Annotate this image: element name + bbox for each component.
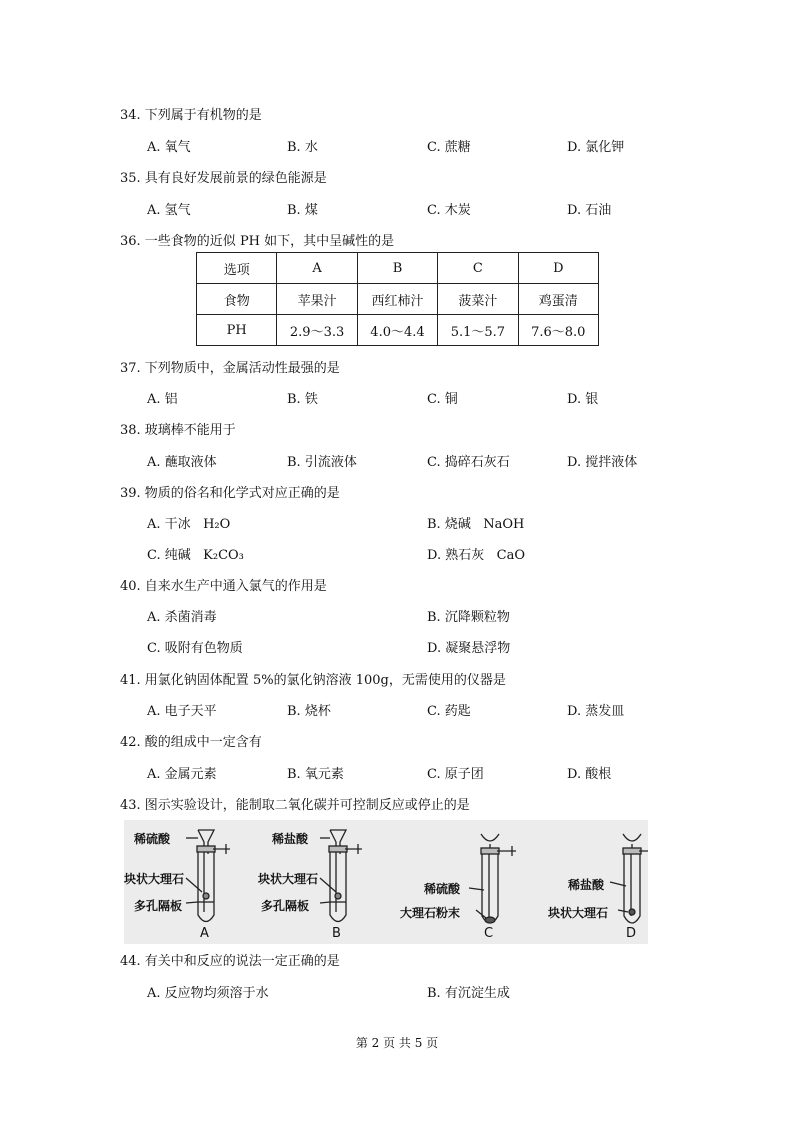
q44-option-b: B. 有沉淀生成 xyxy=(427,986,510,1001)
question-34-stem: 34. 下列属于有机物的是 xyxy=(120,108,262,123)
table-cell: B xyxy=(357,253,437,284)
figure-b-top-label: 稀盐酸 xyxy=(272,832,309,846)
q40-option-b: B. 沉降颗粒物 xyxy=(427,610,510,625)
q39-option-a-formula: H₂O xyxy=(203,517,231,532)
table-cell: D xyxy=(518,253,598,284)
figure-d-letter: D xyxy=(626,926,637,941)
q40-option-a: A. 杀菌消毒 xyxy=(147,610,217,625)
q37-option-a: A. 铝 xyxy=(147,392,178,407)
q39-option-b-formula: NaOH xyxy=(483,517,525,532)
q37-option-c: C. 铜 xyxy=(427,392,458,407)
ph-table-header-row xyxy=(197,253,599,284)
q39-option-a-name: A. 干冰 xyxy=(147,517,191,532)
figure-b-mid-label: 块状大理石 xyxy=(258,872,319,886)
q35-option-d: D. 石油 xyxy=(567,203,612,218)
q38-option-b: B. 引流液体 xyxy=(287,455,357,470)
q41-option-a: A. 电子天平 xyxy=(147,704,217,719)
table-cell: 5.1～5.7 xyxy=(438,315,518,346)
table-cell: 食物 xyxy=(197,284,277,315)
q39-option-b xyxy=(427,513,524,532)
q40-option-c: C. 吸附有色物质 xyxy=(147,641,243,656)
q38-option-c: C. 捣碎石灰石 xyxy=(427,455,510,470)
q44-option-a: A. 反应物均须溶于水 xyxy=(147,986,269,1001)
q42-option-d: D. 酸根 xyxy=(567,767,612,782)
question-40-stem: 40. 自来水生产中通入氯气的作用是 xyxy=(120,579,327,594)
figure-b-letter: B xyxy=(332,926,341,941)
figure-a-mid-label: 块状大理石 xyxy=(124,872,185,886)
table-cell: 苹果汁 xyxy=(277,284,357,315)
table-cell: 选项 xyxy=(197,253,277,284)
q39-option-c xyxy=(147,544,244,563)
q42-option-a: A. 金属元素 xyxy=(147,767,217,782)
table-cell: 4.0～4.4 xyxy=(357,315,437,346)
question-36-stem: 36. 一些食物的近似 PH 如下，其中呈碱性的是 xyxy=(120,234,395,249)
q40-option-d: D. 凝聚悬浮物 xyxy=(427,641,511,656)
q39-option-b-name: B. 烧碱 xyxy=(427,517,471,532)
ph-table-food-row xyxy=(197,284,599,315)
question-39-stem: 39. 物质的俗名和化学式对应正确的是 xyxy=(120,486,340,501)
question-35-stem: 35. 具有良好发展前景的绿色能源是 xyxy=(120,171,327,186)
figure-c-letter: C xyxy=(484,926,494,941)
q41-option-d: D. 蒸发皿 xyxy=(567,704,625,719)
q39-option-a xyxy=(147,513,230,532)
figure-a-top-label: 稀硫酸 xyxy=(134,832,171,846)
q34-option-a: A. 氧气 xyxy=(147,140,191,155)
figure-a-letter: A xyxy=(200,926,209,941)
figure-a-bottom-label: 多孔隔板 xyxy=(134,899,183,913)
question-43-stem: 43. 图示实验设计，能制取二氧化碳并可控制反应或停止的是 xyxy=(120,798,470,813)
figure-c-mid-label: 稀硫酸 xyxy=(424,882,461,896)
table-cell: 菠菜汁 xyxy=(438,284,518,315)
table-cell: A xyxy=(277,253,357,284)
q37-option-d: D. 银 xyxy=(567,392,599,407)
q39-option-d-name: D. 熟石灰 xyxy=(427,548,485,563)
q41-option-b: B. 烧杯 xyxy=(287,704,331,719)
question-37-stem: 37. 下列物质中，金属活动性最强的是 xyxy=(120,361,340,376)
table-cell: 西红柿汁 xyxy=(357,284,437,315)
table-cell: 7.6～8.0 xyxy=(518,315,598,346)
q39-option-d xyxy=(427,544,525,563)
q38-option-d: D. 搅拌液体 xyxy=(567,455,638,470)
apparatus-b xyxy=(329,830,362,922)
figure-c-bottom-label: 大理石粉末 xyxy=(400,906,461,920)
ph-table xyxy=(196,252,599,346)
apparatus-a xyxy=(197,830,230,922)
q39-option-c-name: C. 纯碱 xyxy=(147,548,191,563)
q38-option-a: A. 蘸取液体 xyxy=(147,455,217,470)
q35-option-a: A. 氢气 xyxy=(147,203,191,218)
q42-option-b: B. 氧元素 xyxy=(287,767,344,782)
apparatus-d xyxy=(623,834,648,923)
q34-option-d: D. 氯化钾 xyxy=(567,140,625,155)
q34-option-b: B. 水 xyxy=(287,140,318,155)
q39-option-d-formula: CaO xyxy=(496,548,525,563)
q39-option-c-formula: K₂CO₃ xyxy=(203,548,244,563)
q35-option-b: B. 煤 xyxy=(287,203,318,218)
table-cell: C xyxy=(438,253,518,284)
figure-b-bottom-label: 多孔隔板 xyxy=(261,899,310,913)
question-42-stem: 42. 酸的组成中一定含有 xyxy=(120,735,262,750)
q37-option-b: B. 铁 xyxy=(287,392,318,407)
apparatus-c xyxy=(481,834,516,923)
question-44-stem: 44. 有关中和反应的说法一定正确的是 xyxy=(120,954,340,969)
table-cell: 2.9～3.3 xyxy=(277,315,357,346)
q35-option-c: C. 木炭 xyxy=(427,203,471,218)
figure-d-mid-label: 稀盐酸 xyxy=(568,878,605,892)
table-cell: PH xyxy=(197,315,277,346)
figure-d-bottom-label: 块状大理石 xyxy=(548,906,609,920)
ph-table-ph-row xyxy=(197,315,599,346)
question-38-stem: 38. 玻璃棒不能用于 xyxy=(120,423,236,438)
q34-option-c: C. 蔗糖 xyxy=(427,140,471,155)
q42-option-c: C. 原子团 xyxy=(427,767,484,782)
q41-option-c: C. 药匙 xyxy=(427,704,471,719)
page-footer: 第 2 页 共 5 页 xyxy=(355,1036,439,1050)
table-cell: 鸡蛋清 xyxy=(518,284,598,315)
question-41-stem: 41. 用氯化钠固体配置 5%的氯化钠溶液 100g，无需使用的仪器是 xyxy=(120,673,506,688)
apparatus-figure xyxy=(124,820,648,944)
